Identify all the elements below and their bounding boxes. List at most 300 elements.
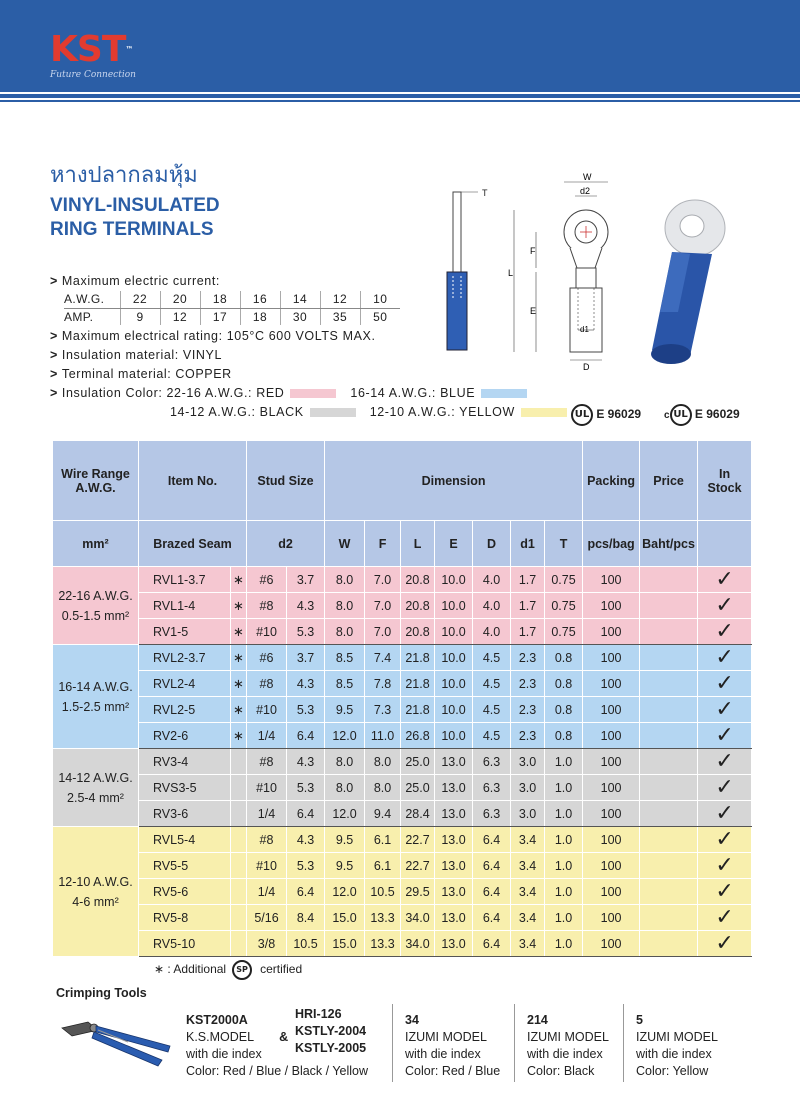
cul-cert bbox=[664, 404, 740, 426]
cell-w: 8.0 bbox=[325, 619, 365, 645]
header-band bbox=[0, 0, 800, 92]
cell-stud: #6 bbox=[247, 645, 287, 671]
cell-d1: 1.7 bbox=[511, 619, 545, 645]
header-wire-range bbox=[53, 441, 139, 521]
cell-l: 21.8 bbox=[401, 671, 435, 697]
cell-l: 22.7 bbox=[401, 853, 435, 879]
awg-cell: 20 bbox=[160, 291, 200, 308]
bullet-arrow-icon: > bbox=[50, 386, 58, 400]
additional-cert-star: ∗ bbox=[231, 645, 247, 671]
cell-w: 12.0 bbox=[325, 723, 365, 749]
item-no-cell: RV5-8 bbox=[139, 905, 231, 931]
spec-color-2 bbox=[50, 403, 581, 422]
front-view-sleeve bbox=[570, 288, 602, 352]
tool-izumi-34-brand: IZUMI MODEL bbox=[405, 1030, 487, 1044]
product-table bbox=[52, 440, 752, 957]
cell-t: 1.0 bbox=[545, 827, 583, 853]
tool-kstly-2004: KSTLY-2004 bbox=[295, 1024, 367, 1038]
in-stock-check-icon: ✓ bbox=[698, 619, 752, 645]
cell-stud: #10 bbox=[247, 775, 287, 801]
price-cell bbox=[640, 567, 698, 593]
cell-d1: 3.4 bbox=[511, 879, 545, 905]
tool-izumi-34-color: Color: Red / Blue bbox=[405, 1064, 501, 1078]
tool-hri-126: HRI-126 bbox=[295, 1007, 342, 1021]
additional-cert-star: ∗ bbox=[231, 671, 247, 697]
price-cell bbox=[640, 827, 698, 853]
spec-max-current-label: Maximum electric current: bbox=[61, 274, 220, 288]
subheader-mm2: mm² bbox=[53, 521, 139, 567]
tool-izumi-5-color: Color: Yellow bbox=[636, 1064, 709, 1078]
header-stud-size: Stud Size bbox=[247, 441, 325, 521]
cell-f: 7.0 bbox=[365, 593, 401, 619]
wire-range-cell bbox=[53, 567, 139, 645]
cell-d: 6.4 bbox=[473, 827, 511, 853]
cell-f: 7.4 bbox=[365, 645, 401, 671]
cell-l: 34.0 bbox=[401, 931, 435, 957]
cell-l: 21.8 bbox=[401, 645, 435, 671]
wire-range-awg: 14-12 A.W.G. bbox=[58, 770, 133, 785]
cell-pack: 100 bbox=[583, 593, 640, 619]
dim-label-f: F bbox=[530, 246, 536, 256]
table-row bbox=[53, 879, 752, 905]
cell-stud: #8 bbox=[247, 749, 287, 775]
table-row bbox=[53, 671, 752, 697]
dim-label-d: D bbox=[583, 362, 590, 372]
table-row bbox=[53, 645, 752, 671]
item-no-cell: RVS3-5 bbox=[139, 775, 231, 801]
table-row bbox=[53, 593, 752, 619]
blue-swatch bbox=[481, 389, 527, 398]
cell-t: 0.8 bbox=[545, 645, 583, 671]
wire-range-mm: 0.5-1.5 mm² bbox=[61, 608, 130, 623]
cell-stud: #8 bbox=[247, 827, 287, 853]
cell-t: 1.0 bbox=[545, 931, 583, 957]
tool-ampersand: & bbox=[279, 1030, 289, 1044]
dim-label-e: E bbox=[530, 306, 537, 316]
tool-kst2000a-die: with die index bbox=[186, 1047, 262, 1061]
cell-d1: 2.3 bbox=[511, 697, 545, 723]
additional-cert-note bbox=[154, 960, 302, 980]
table-row bbox=[53, 827, 752, 853]
awg-cell: 16 bbox=[240, 291, 280, 308]
spec-color-1 bbox=[50, 384, 581, 403]
item-no-cell: RV1-5 bbox=[139, 619, 231, 645]
terminal-drawing bbox=[420, 172, 760, 372]
dim-label-d1: d1 bbox=[580, 325, 589, 334]
cell-d1: 2.3 bbox=[511, 671, 545, 697]
cell-f: 7.3 bbox=[365, 697, 401, 723]
price-cell bbox=[640, 593, 698, 619]
tool-kst2000a-model: KST2000A bbox=[186, 1013, 248, 1027]
cell-d: 6.3 bbox=[473, 801, 511, 827]
cell-stud: #10 bbox=[247, 619, 287, 645]
price-cell bbox=[640, 853, 698, 879]
tool-izumi-214-color: Color: Black bbox=[527, 1064, 595, 1078]
cell-d1: 3.4 bbox=[511, 931, 545, 957]
amp-cell: 50 bbox=[360, 308, 400, 325]
header-stock-label: Stock bbox=[707, 480, 742, 495]
cell-l: 20.8 bbox=[401, 593, 435, 619]
title-line-1: VINYL-INSULATED bbox=[50, 195, 220, 216]
subheader-d1: d1 bbox=[511, 521, 545, 567]
item-no-cell: RVL1-4 bbox=[139, 593, 231, 619]
cell-d2: 5.3 bbox=[287, 697, 325, 723]
table-header-row bbox=[53, 441, 752, 521]
tool-hri-kstly bbox=[295, 1006, 366, 1057]
cell-t: 0.8 bbox=[545, 697, 583, 723]
cul-logo-icon: UL bbox=[670, 404, 692, 426]
side-view-sleeve bbox=[447, 272, 467, 350]
bullet-arrow-icon: > bbox=[50, 367, 58, 381]
tool-kstly-2005: KSTLY-2005 bbox=[295, 1041, 367, 1055]
cell-e: 10.0 bbox=[435, 619, 473, 645]
cell-pack: 100 bbox=[583, 567, 640, 593]
cell-stud: #10 bbox=[247, 697, 287, 723]
cell-pack: 100 bbox=[583, 775, 640, 801]
cell-d1: 3.0 bbox=[511, 801, 545, 827]
cell-d2: 5.3 bbox=[287, 853, 325, 879]
subheader-brazed: Brazed Seam bbox=[139, 521, 247, 567]
ul-cert bbox=[571, 404, 641, 426]
cell-l: 26.8 bbox=[401, 723, 435, 749]
awg-cell: 22 bbox=[120, 291, 160, 308]
dim-label-d2: d2 bbox=[580, 186, 591, 196]
in-stock-check-icon: ✓ bbox=[698, 879, 752, 905]
cell-t: 1.0 bbox=[545, 801, 583, 827]
cell-pack: 100 bbox=[583, 827, 640, 853]
additional-cert-star bbox=[231, 905, 247, 931]
cell-d: 4.0 bbox=[473, 619, 511, 645]
additional-cert-star: ∗ bbox=[231, 697, 247, 723]
cell-e: 10.0 bbox=[435, 645, 473, 671]
cell-d: 4.5 bbox=[473, 645, 511, 671]
table-body bbox=[53, 567, 752, 957]
wire-range-cell bbox=[53, 645, 139, 749]
additional-cert-star bbox=[231, 749, 247, 775]
price-cell bbox=[640, 697, 698, 723]
amp-label: AMP. bbox=[64, 309, 94, 324]
cell-t: 0.8 bbox=[545, 671, 583, 697]
subheader-l: L bbox=[401, 521, 435, 567]
cell-t: 1.0 bbox=[545, 775, 583, 801]
awg-cell: 18 bbox=[200, 291, 240, 308]
header-awg-label: A.W.G. bbox=[75, 480, 116, 495]
terminal-photo bbox=[651, 200, 725, 364]
subheader-pcs: pcs/bag bbox=[583, 521, 640, 567]
cell-pack: 100 bbox=[583, 697, 640, 723]
cell-e: 13.0 bbox=[435, 749, 473, 775]
cell-e: 10.0 bbox=[435, 723, 473, 749]
color-black-label: 14-12 A.W.G.: BLACK bbox=[170, 405, 304, 419]
price-cell bbox=[640, 775, 698, 801]
amp-cell: 12 bbox=[160, 308, 200, 325]
subheader-e: E bbox=[435, 521, 473, 567]
cell-e: 13.0 bbox=[435, 853, 473, 879]
table-row bbox=[53, 723, 752, 749]
table-row bbox=[53, 931, 752, 957]
wire-range-cell bbox=[53, 749, 139, 827]
cell-pack: 100 bbox=[583, 749, 640, 775]
additional-cert-star bbox=[231, 827, 247, 853]
cell-l: 22.7 bbox=[401, 827, 435, 853]
cell-e: 10.0 bbox=[435, 697, 473, 723]
cell-t: 1.0 bbox=[545, 749, 583, 775]
cell-e: 13.0 bbox=[435, 827, 473, 853]
price-cell bbox=[640, 879, 698, 905]
additional-cert-star bbox=[231, 931, 247, 957]
bullet-arrow-icon: > bbox=[50, 329, 58, 343]
cell-t: 1.0 bbox=[545, 905, 583, 931]
cell-t: 0.75 bbox=[545, 593, 583, 619]
cell-e: 10.0 bbox=[435, 593, 473, 619]
cell-l: 21.8 bbox=[401, 697, 435, 723]
subheader-empty bbox=[698, 521, 752, 567]
additional-cert-star: ∗ bbox=[231, 723, 247, 749]
wire-range-awg: 12-10 A.W.G. bbox=[58, 874, 133, 889]
cell-d: 6.4 bbox=[473, 853, 511, 879]
cell-l: 25.0 bbox=[401, 775, 435, 801]
cell-l: 34.0 bbox=[401, 905, 435, 931]
cell-stud: 1/4 bbox=[247, 801, 287, 827]
color-blue-label: 16-14 A.W.G.: BLUE bbox=[350, 386, 476, 400]
cell-t: 0.75 bbox=[545, 567, 583, 593]
amp-cell: 35 bbox=[320, 308, 360, 325]
cell-pack: 100 bbox=[583, 801, 640, 827]
cell-d: 4.5 bbox=[473, 723, 511, 749]
wire-range-mm: 1.5-2.5 mm² bbox=[61, 699, 130, 714]
wire-range-awg: 22-16 A.W.G. bbox=[58, 588, 133, 603]
cell-stud: 1/4 bbox=[247, 723, 287, 749]
price-cell bbox=[640, 931, 698, 957]
in-stock-check-icon: ✓ bbox=[698, 931, 752, 957]
tool-izumi-214 bbox=[527, 1012, 609, 1080]
spec-rating-text: Maximum electrical rating: 105°C 600 VOLTS MAX. bbox=[61, 329, 376, 343]
cell-w: 8.5 bbox=[325, 671, 365, 697]
wire-range-awg: 16-14 A.W.G. bbox=[58, 679, 133, 694]
additional-cert-star: ∗ bbox=[231, 593, 247, 619]
logo-tagline: Future Connection bbox=[50, 70, 136, 80]
cell-w: 8.0 bbox=[325, 567, 365, 593]
cell-e: 13.0 bbox=[435, 879, 473, 905]
item-no-cell: RV3-4 bbox=[139, 749, 231, 775]
side-view-tongue bbox=[453, 192, 461, 272]
tool-izumi-34 bbox=[405, 1012, 500, 1080]
tool-divider bbox=[392, 1004, 393, 1082]
header-wire-range-label: Wire Range bbox=[61, 466, 130, 481]
tool-kst2000a-color: Color: Red / Blue / Black / Yellow bbox=[186, 1064, 369, 1078]
tool-izumi-34-die: with die index bbox=[405, 1047, 481, 1061]
black-swatch bbox=[310, 408, 356, 417]
subheader-f: F bbox=[365, 521, 401, 567]
wire-range-mm: 4-6 mm² bbox=[72, 894, 119, 909]
header-divider bbox=[0, 94, 800, 98]
tool-izumi-34-model: 34 bbox=[405, 1013, 419, 1027]
cell-d: 6.4 bbox=[473, 931, 511, 957]
awg-row bbox=[64, 291, 400, 308]
cell-d2: 4.3 bbox=[287, 671, 325, 697]
red-swatch bbox=[290, 389, 336, 398]
cell-f: 6.1 bbox=[365, 827, 401, 853]
cell-d: 4.0 bbox=[473, 567, 511, 593]
ul-number: E 96029 bbox=[596, 407, 642, 422]
cell-stud: #10 bbox=[247, 853, 287, 879]
in-stock-check-icon: ✓ bbox=[698, 827, 752, 853]
awg-cell: 12 bbox=[320, 291, 360, 308]
page-title-english bbox=[50, 194, 220, 242]
price-cell bbox=[640, 671, 698, 697]
tool-izumi-5-die: with die index bbox=[636, 1047, 712, 1061]
in-stock-check-icon: ✓ bbox=[698, 645, 752, 671]
dim-label-w: W bbox=[583, 172, 592, 182]
cell-d1: 3.4 bbox=[511, 827, 545, 853]
additional-cert-star bbox=[231, 775, 247, 801]
cell-d1: 3.4 bbox=[511, 905, 545, 931]
cell-f: 8.0 bbox=[365, 749, 401, 775]
cell-pack: 100 bbox=[583, 645, 640, 671]
cell-t: 1.0 bbox=[545, 853, 583, 879]
in-stock-check-icon: ✓ bbox=[698, 723, 752, 749]
price-cell bbox=[640, 619, 698, 645]
additional-cert-star bbox=[231, 801, 247, 827]
cell-d2: 6.4 bbox=[287, 879, 325, 905]
amp-cell: 18 bbox=[240, 308, 280, 325]
header-item-no: Item No. bbox=[139, 441, 247, 521]
cell-stud: 5/16 bbox=[247, 905, 287, 931]
cell-t: 0.8 bbox=[545, 723, 583, 749]
additional-cert-star bbox=[231, 879, 247, 905]
table-row bbox=[53, 905, 752, 931]
amp-cell: 9 bbox=[120, 308, 160, 325]
cell-l: 20.8 bbox=[401, 567, 435, 593]
cell-d2: 5.3 bbox=[287, 775, 325, 801]
dim-label-t: T bbox=[482, 188, 488, 198]
additional-cert-star: ∗ bbox=[231, 567, 247, 593]
awg-amp-table bbox=[64, 291, 400, 325]
cell-stud: 3/8 bbox=[247, 931, 287, 957]
cell-l: 29.5 bbox=[401, 879, 435, 905]
cell-e: 13.0 bbox=[435, 775, 473, 801]
cell-d1: 1.7 bbox=[511, 567, 545, 593]
crimping-tools-title: Crimping Tools bbox=[56, 986, 147, 1000]
cell-f: 9.4 bbox=[365, 801, 401, 827]
cell-d1: 1.7 bbox=[511, 593, 545, 619]
cell-d2: 4.3 bbox=[287, 827, 325, 853]
cell-d1: 3.0 bbox=[511, 749, 545, 775]
color-yellow-label: 12-10 A.W.G.: YELLOW bbox=[369, 405, 515, 419]
amp-cell: 17 bbox=[200, 308, 240, 325]
table-row bbox=[53, 853, 752, 879]
tool-izumi-5 bbox=[636, 1012, 718, 1080]
cell-f: 13.3 bbox=[365, 931, 401, 957]
cell-w: 8.0 bbox=[325, 749, 365, 775]
cell-f: 6.1 bbox=[365, 853, 401, 879]
in-stock-check-icon: ✓ bbox=[698, 671, 752, 697]
awg-label: A.W.G. bbox=[64, 291, 120, 308]
cell-d: 4.0 bbox=[473, 593, 511, 619]
cell-stud: #8 bbox=[247, 671, 287, 697]
title-line-2: RING TERMINALS bbox=[50, 219, 214, 240]
cell-f: 10.5 bbox=[365, 879, 401, 905]
item-no-cell: RVL1-3.7 bbox=[139, 567, 231, 593]
subheader-baht: Baht/pcs bbox=[640, 521, 698, 567]
cell-d2: 6.4 bbox=[287, 723, 325, 749]
cell-l: 28.4 bbox=[401, 801, 435, 827]
cell-e: 10.0 bbox=[435, 567, 473, 593]
cell-d2: 6.4 bbox=[287, 801, 325, 827]
cell-d2: 4.3 bbox=[287, 749, 325, 775]
cell-d: 6.4 bbox=[473, 879, 511, 905]
item-no-cell: RV5-5 bbox=[139, 853, 231, 879]
cell-e: 10.0 bbox=[435, 671, 473, 697]
in-stock-check-icon: ✓ bbox=[698, 775, 752, 801]
cell-e: 13.0 bbox=[435, 931, 473, 957]
cell-w: 15.0 bbox=[325, 931, 365, 957]
cell-f: 7.8 bbox=[365, 671, 401, 697]
bullet-arrow-icon: > bbox=[50, 348, 58, 362]
cell-d1: 2.3 bbox=[511, 645, 545, 671]
price-cell bbox=[640, 905, 698, 931]
cell-l: 25.0 bbox=[401, 749, 435, 775]
cell-w: 9.5 bbox=[325, 827, 365, 853]
cell-d: 4.5 bbox=[473, 671, 511, 697]
price-cell bbox=[640, 749, 698, 775]
header-in-label: In bbox=[719, 466, 731, 481]
page-title-thai: หางปลากลมหุ้ม bbox=[50, 163, 198, 188]
cell-d2: 4.3 bbox=[287, 593, 325, 619]
in-stock-check-icon: ✓ bbox=[698, 905, 752, 931]
cell-pack: 100 bbox=[583, 905, 640, 931]
tool-izumi-214-brand: IZUMI MODEL bbox=[527, 1030, 609, 1044]
dim-label-l: L bbox=[508, 268, 514, 278]
item-no-cell: RV5-6 bbox=[139, 879, 231, 905]
tool-izumi-5-model: 5 bbox=[636, 1013, 643, 1027]
cell-pack: 100 bbox=[583, 879, 640, 905]
tool-izumi-214-model: 214 bbox=[527, 1013, 548, 1027]
csa-logo-icon: SP bbox=[232, 960, 252, 980]
cell-w: 9.5 bbox=[325, 853, 365, 879]
table-subheader-row bbox=[53, 521, 752, 567]
cell-d: 6.3 bbox=[473, 749, 511, 775]
cell-d2: 10.5 bbox=[287, 931, 325, 957]
tool-divider bbox=[514, 1004, 515, 1082]
subheader-w: W bbox=[325, 521, 365, 567]
subheader-d2: d2 bbox=[247, 521, 325, 567]
cell-t: 0.75 bbox=[545, 619, 583, 645]
cell-stud: #6 bbox=[247, 567, 287, 593]
cell-w: 9.5 bbox=[325, 697, 365, 723]
yellow-swatch bbox=[521, 408, 567, 417]
cell-pack: 100 bbox=[583, 619, 640, 645]
cell-pack: 100 bbox=[583, 853, 640, 879]
cell-pack: 100 bbox=[583, 931, 640, 957]
cell-f: 8.0 bbox=[365, 775, 401, 801]
table-row bbox=[53, 775, 752, 801]
cell-pack: 100 bbox=[583, 723, 640, 749]
spec-terminal-text: Terminal material: COPPER bbox=[61, 367, 232, 381]
item-no-cell: RVL2-5 bbox=[139, 697, 231, 723]
cell-stud: #8 bbox=[247, 593, 287, 619]
cell-w: 8.0 bbox=[325, 593, 365, 619]
item-no-cell: RVL5-4 bbox=[139, 827, 231, 853]
note-prefix: ∗ : Additional bbox=[154, 962, 227, 977]
cul-number: E 96029 bbox=[694, 407, 740, 422]
in-stock-check-icon: ✓ bbox=[698, 853, 752, 879]
cell-w: 8.5 bbox=[325, 645, 365, 671]
cell-d: 6.3 bbox=[473, 775, 511, 801]
ul-logo-icon: UL bbox=[571, 404, 593, 426]
cell-d1: 2.3 bbox=[511, 723, 545, 749]
price-cell bbox=[640, 723, 698, 749]
